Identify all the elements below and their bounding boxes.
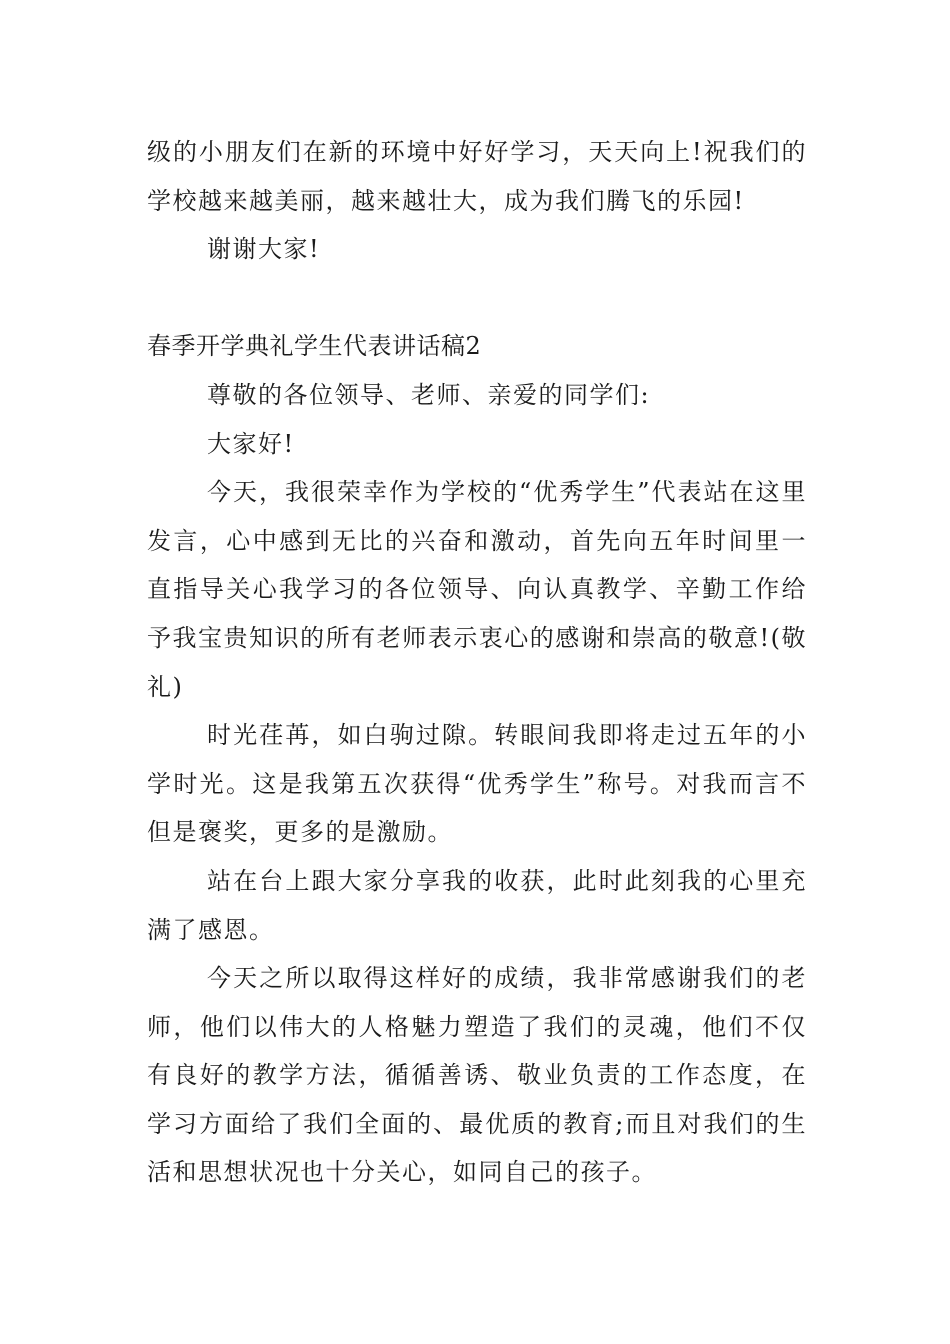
section-title: 春季开学典礼学生代表讲话稿2 [147, 332, 482, 361]
paragraph: 今天之所以取得这样好的成绩，我非常感谢我们的老师，他们以伟大的人格魅力塑造了我们的灵魂，他们不仅有良好的教学方法，循循善诱、敬业负责的工作态度，在学习方面给了我们全面的、最优质的教育;而且对我们的生活和思想状况也十分关心，如同自己的孩子。 [147, 964, 807, 1187]
paragraph: 今天，我很荣幸作为学校的“优秀学生”代表站在这里发言，心中感到无比的兴奋和激动，首先向五年时间里一直指导关心我学习的各位领导、向认真教学、辛勤工作给予我宝贵知识的所有老师表示衷心的感谢和崇高的敬意!(敬礼) [147, 478, 807, 701]
paragraph: 大家好! [207, 429, 295, 458]
document-body [147, 128, 807, 1197]
paragraph: 尊敬的各位领导、老师、亲爱的同学们: [207, 380, 651, 409]
paragraph: 站在台上跟大家分享我的收获，此时此刻我的心里充满了感恩。 [147, 866, 807, 944]
paragraph: 级的小朋友们在新的环境中好好学习，天天向上!祝我们的学校越来越美丽，越来越壮大，成为我们腾飞的乐园! [147, 138, 807, 215]
paragraph: 时光荏苒，如白驹过隙。转眼间我即将走过五年的小学时光。这是我第五次获得“优秀学生”称号。对我而言不但是褒奖，更多的是激励。 [147, 721, 807, 847]
paragraph: 谢谢大家! [207, 235, 321, 264]
